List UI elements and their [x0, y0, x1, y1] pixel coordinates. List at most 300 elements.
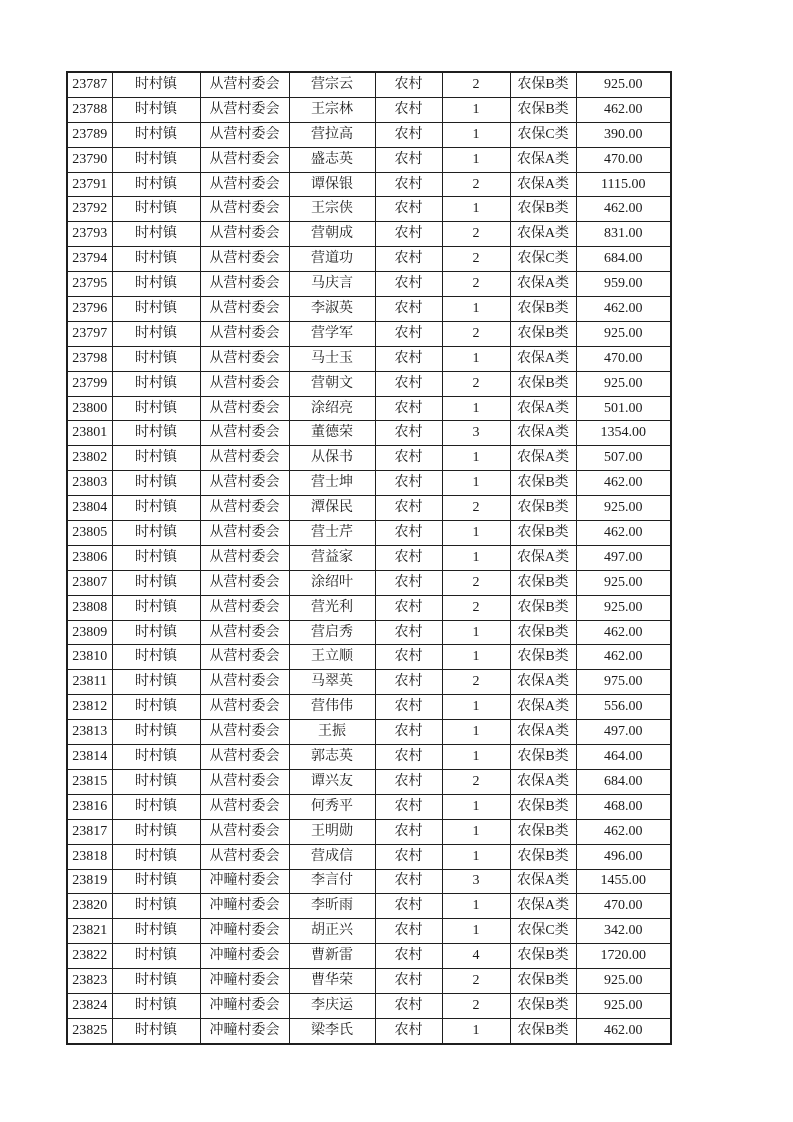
table-cell: 1720.00	[576, 944, 671, 969]
table-row	[67, 645, 671, 670]
table-row	[67, 869, 671, 894]
table-cell: 23799	[67, 371, 112, 396]
table-cell: 1354.00	[576, 421, 671, 446]
table-row	[67, 471, 671, 496]
table-cell: 冲疃村委会	[200, 1018, 289, 1043]
table-cell: 从营村委会	[200, 172, 289, 197]
table-cell: 时村镇	[112, 446, 200, 471]
table-row	[67, 695, 671, 720]
table-cell: 2	[442, 72, 510, 97]
table-cell: 营朝文	[289, 371, 375, 396]
table-cell: 时村镇	[112, 720, 200, 745]
table-cell: 1	[442, 745, 510, 770]
table-cell: 684.00	[576, 247, 671, 272]
table-cell: 营学军	[289, 321, 375, 346]
table-cell: 农村	[375, 670, 442, 695]
table-row	[67, 371, 671, 396]
table-cell: 从营村委会	[200, 545, 289, 570]
table-cell: 从营村委会	[200, 421, 289, 446]
table-cell: 农保B类	[510, 844, 576, 869]
table-cell: 1	[442, 695, 510, 720]
table-cell: 何秀平	[289, 794, 375, 819]
table-cell: 农保B类	[510, 595, 576, 620]
table-cell: 23787	[67, 72, 112, 97]
table-cell: 农保B类	[510, 745, 576, 770]
table-row	[67, 545, 671, 570]
table-cell: 营士坤	[289, 471, 375, 496]
table-cell: 23788	[67, 97, 112, 122]
table-cell: 从营村委会	[200, 794, 289, 819]
table-cell: 农村	[375, 645, 442, 670]
table-cell: 462.00	[576, 297, 671, 322]
table-cell: 556.00	[576, 695, 671, 720]
table-cell: 462.00	[576, 521, 671, 546]
table-cell: 2	[442, 321, 510, 346]
table-cell: 农村	[375, 297, 442, 322]
table-row	[67, 172, 671, 197]
table-cell: 农村	[375, 819, 442, 844]
table-cell: 农保B类	[510, 521, 576, 546]
table-cell: 冲疃村委会	[200, 969, 289, 994]
pension-records-table	[66, 71, 672, 1045]
table-cell: 农保B类	[510, 471, 576, 496]
table-cell: 农村	[375, 97, 442, 122]
table-cell: 农保B类	[510, 72, 576, 97]
table-cell: 农村	[375, 794, 442, 819]
table-cell: 1	[442, 471, 510, 496]
table-cell: 农保A类	[510, 695, 576, 720]
table-cell: 462.00	[576, 97, 671, 122]
table-cell: 农保B类	[510, 1018, 576, 1043]
table-row	[67, 944, 671, 969]
table-cell: 农保C类	[510, 247, 576, 272]
table-cell: 925.00	[576, 321, 671, 346]
table-row	[67, 844, 671, 869]
table-cell: 农保B类	[510, 645, 576, 670]
table-cell: 4	[442, 944, 510, 969]
table-cell: 23819	[67, 869, 112, 894]
table-cell: 23803	[67, 471, 112, 496]
table-cell: 农村	[375, 1018, 442, 1043]
table-cell: 1	[442, 346, 510, 371]
table-cell: 农村	[375, 321, 442, 346]
table-cell: 23825	[67, 1018, 112, 1043]
table-cell: 23802	[67, 446, 112, 471]
table-cell: 2	[442, 969, 510, 994]
table-cell: 23818	[67, 844, 112, 869]
table-row	[67, 819, 671, 844]
table-row	[67, 521, 671, 546]
table-row	[67, 72, 671, 97]
table-cell: 1	[442, 620, 510, 645]
table-cell: 470.00	[576, 346, 671, 371]
table-row	[67, 595, 671, 620]
table-cell: 从营村委会	[200, 769, 289, 794]
table-cell: 从营村委会	[200, 496, 289, 521]
table-cell: 2	[442, 172, 510, 197]
table-cell: 925.00	[576, 595, 671, 620]
table-cell: 王宗林	[289, 97, 375, 122]
table-cell: 农保A类	[510, 720, 576, 745]
table-cell: 时村镇	[112, 620, 200, 645]
table-cell: 时村镇	[112, 247, 200, 272]
table-cell: 时村镇	[112, 570, 200, 595]
table-cell: 农村	[375, 969, 442, 994]
table-row	[67, 321, 671, 346]
table-cell: 1	[442, 97, 510, 122]
table-cell: 农保B类	[510, 297, 576, 322]
table-cell: 农村	[375, 545, 442, 570]
table-cell: 时村镇	[112, 844, 200, 869]
table-cell: 农保B类	[510, 321, 576, 346]
table-cell: 23805	[67, 521, 112, 546]
table-cell: 马士玉	[289, 346, 375, 371]
table-cell: 农村	[375, 595, 442, 620]
table-cell: 农保A类	[510, 421, 576, 446]
table-cell: 2	[442, 496, 510, 521]
table-cell: 农保A类	[510, 545, 576, 570]
table-row	[67, 993, 671, 1018]
table-row	[67, 247, 671, 272]
table-cell: 农村	[375, 346, 442, 371]
table-cell: 23797	[67, 321, 112, 346]
table-cell: 时村镇	[112, 1018, 200, 1043]
table-row	[67, 147, 671, 172]
table-cell: 农保B类	[510, 496, 576, 521]
table-cell: 时村镇	[112, 222, 200, 247]
table-cell: 23813	[67, 720, 112, 745]
table-cell: 营朝成	[289, 222, 375, 247]
table-cell: 时村镇	[112, 97, 200, 122]
table-cell: 农保B类	[510, 620, 576, 645]
table-cell: 1	[442, 645, 510, 670]
table-cell: 时村镇	[112, 72, 200, 97]
table-cell: 农村	[375, 421, 442, 446]
table-cell: 营宗云	[289, 72, 375, 97]
table-row	[67, 919, 671, 944]
table-cell: 农保B类	[510, 97, 576, 122]
table-cell: 营益家	[289, 545, 375, 570]
table-cell: 农村	[375, 371, 442, 396]
table-cell: 2	[442, 272, 510, 297]
table-cell: 23815	[67, 769, 112, 794]
table-cell: 农村	[375, 396, 442, 421]
table-cell: 时村镇	[112, 769, 200, 794]
table-cell: 从营村委会	[200, 595, 289, 620]
table-cell: 23824	[67, 993, 112, 1018]
table-cell: 462.00	[576, 197, 671, 222]
table-cell: 农村	[375, 944, 442, 969]
table-cell: 470.00	[576, 894, 671, 919]
table-cell: 468.00	[576, 794, 671, 819]
table-cell: 农村	[375, 745, 442, 770]
table-cell: 农保B类	[510, 993, 576, 1018]
table-cell: 冲疃村委会	[200, 894, 289, 919]
table-cell: 马翠英	[289, 670, 375, 695]
table-row	[67, 670, 671, 695]
table-cell: 从营村委会	[200, 446, 289, 471]
table-cell: 时村镇	[112, 346, 200, 371]
table-row	[67, 1018, 671, 1043]
table-cell: 胡正兴	[289, 919, 375, 944]
table-cell: 王明勋	[289, 819, 375, 844]
table-cell: 农村	[375, 844, 442, 869]
table-cell: 冲疃村委会	[200, 993, 289, 1018]
table-cell: 23789	[67, 122, 112, 147]
table-cell: 1	[442, 1018, 510, 1043]
table-cell: 从营村委会	[200, 645, 289, 670]
table-cell: 曹新雷	[289, 944, 375, 969]
table-cell: 时村镇	[112, 969, 200, 994]
table-cell: 462.00	[576, 819, 671, 844]
table-cell: 23804	[67, 496, 112, 521]
table-cell: 潭保民	[289, 496, 375, 521]
table-cell: 农村	[375, 769, 442, 794]
table-cell: 农村	[375, 570, 442, 595]
table-cell: 从营村委会	[200, 272, 289, 297]
table-cell: 时村镇	[112, 396, 200, 421]
table-row	[67, 894, 671, 919]
table-row	[67, 496, 671, 521]
table-cell: 501.00	[576, 396, 671, 421]
table-cell: 2	[442, 769, 510, 794]
table-cell: 时村镇	[112, 919, 200, 944]
table-cell: 23822	[67, 944, 112, 969]
table-cell: 470.00	[576, 147, 671, 172]
table-cell: 农村	[375, 72, 442, 97]
table-cell: 农保B类	[510, 969, 576, 994]
table-cell: 时村镇	[112, 471, 200, 496]
table-cell: 从营村委会	[200, 122, 289, 147]
table-cell: 23793	[67, 222, 112, 247]
table-cell: 农村	[375, 695, 442, 720]
table-cell: 925.00	[576, 72, 671, 97]
table-cell: 从营村委会	[200, 297, 289, 322]
table-row	[67, 297, 671, 322]
table-cell: 谭兴友	[289, 769, 375, 794]
table-cell: 农村	[375, 147, 442, 172]
table-cell: 23790	[67, 147, 112, 172]
table-cell: 464.00	[576, 745, 671, 770]
table-row	[67, 396, 671, 421]
table-cell: 497.00	[576, 545, 671, 570]
table-cell: 975.00	[576, 670, 671, 695]
table-cell: 从营村委会	[200, 670, 289, 695]
table-cell: 时村镇	[112, 521, 200, 546]
table-cell: 684.00	[576, 769, 671, 794]
table-cell: 3	[442, 421, 510, 446]
table-cell: 李言付	[289, 869, 375, 894]
table-cell: 盛志英	[289, 147, 375, 172]
table-cell: 925.00	[576, 496, 671, 521]
table-cell: 23811	[67, 670, 112, 695]
table-cell: 1	[442, 521, 510, 546]
table-cell: 从营村委会	[200, 147, 289, 172]
table-cell: 时村镇	[112, 545, 200, 570]
table-cell: 2	[442, 670, 510, 695]
table-cell: 农保A类	[510, 222, 576, 247]
table-cell: 农保B类	[510, 944, 576, 969]
table-row	[67, 346, 671, 371]
table-row	[67, 222, 671, 247]
table-cell: 从营村委会	[200, 570, 289, 595]
table-body	[67, 72, 671, 1044]
table-cell: 农保A类	[510, 446, 576, 471]
table-cell: 农村	[375, 247, 442, 272]
table-cell: 时村镇	[112, 147, 200, 172]
table-cell: 农保A类	[510, 172, 576, 197]
table-cell: 农保B类	[510, 794, 576, 819]
table-cell: 农保A类	[510, 147, 576, 172]
table-cell: 农保A类	[510, 670, 576, 695]
table-cell: 23823	[67, 969, 112, 994]
table-cell: 时村镇	[112, 993, 200, 1018]
table-cell: 谭保银	[289, 172, 375, 197]
table-cell: 462.00	[576, 1018, 671, 1043]
table-cell: 时村镇	[112, 944, 200, 969]
table-cell: 1	[442, 844, 510, 869]
table-cell: 农保B类	[510, 197, 576, 222]
table-cell: 农村	[375, 272, 442, 297]
table-cell: 从营村委会	[200, 471, 289, 496]
table-cell: 农村	[375, 869, 442, 894]
table-cell: 时村镇	[112, 595, 200, 620]
table-cell: 从营村委会	[200, 97, 289, 122]
table-cell: 925.00	[576, 993, 671, 1018]
table-cell: 李淑英	[289, 297, 375, 322]
table-cell: 959.00	[576, 272, 671, 297]
table-cell: 1	[442, 545, 510, 570]
table-cell: 时村镇	[112, 371, 200, 396]
table-cell: 1	[442, 794, 510, 819]
table-cell: 农保C类	[510, 919, 576, 944]
table-cell: 王宗侠	[289, 197, 375, 222]
table-cell: 1	[442, 122, 510, 147]
table-cell: 从营村委会	[200, 72, 289, 97]
table-row	[67, 197, 671, 222]
table-cell: 时村镇	[112, 172, 200, 197]
table-cell: 时村镇	[112, 297, 200, 322]
table-cell: 时村镇	[112, 794, 200, 819]
table-cell: 从营村委会	[200, 819, 289, 844]
table-cell: 时村镇	[112, 645, 200, 670]
table-cell: 23807	[67, 570, 112, 595]
table-cell: 农村	[375, 894, 442, 919]
table-cell: 1	[442, 894, 510, 919]
table-cell: 23812	[67, 695, 112, 720]
table-row	[67, 620, 671, 645]
table-cell: 23794	[67, 247, 112, 272]
table-cell: 农保B类	[510, 570, 576, 595]
table-row	[67, 122, 671, 147]
table-cell: 342.00	[576, 919, 671, 944]
table-cell: 3	[442, 869, 510, 894]
table-cell: 1115.00	[576, 172, 671, 197]
table-row	[67, 570, 671, 595]
table-cell: 时村镇	[112, 421, 200, 446]
table-cell: 曹华荣	[289, 969, 375, 994]
table-cell: 冲疃村委会	[200, 944, 289, 969]
table-cell: 23817	[67, 819, 112, 844]
table-cell: 营伟伟	[289, 695, 375, 720]
table-cell: 农保C类	[510, 122, 576, 147]
table-cell: 从营村委会	[200, 844, 289, 869]
table-cell: 从营村委会	[200, 197, 289, 222]
table-cell: 农村	[375, 122, 442, 147]
table-row	[67, 745, 671, 770]
table-cell: 23801	[67, 421, 112, 446]
table-cell: 从营村委会	[200, 346, 289, 371]
table-cell: 23809	[67, 620, 112, 645]
table-cell: 农保A类	[510, 894, 576, 919]
table-cell: 23795	[67, 272, 112, 297]
table-cell: 925.00	[576, 969, 671, 994]
table-cell: 马庆言	[289, 272, 375, 297]
table-cell: 2	[442, 222, 510, 247]
table-cell: 390.00	[576, 122, 671, 147]
table-cell: 王振	[289, 720, 375, 745]
table-row	[67, 446, 671, 471]
table-cell: 董德荣	[289, 421, 375, 446]
table-cell: 王立顺	[289, 645, 375, 670]
table-cell: 农保B类	[510, 819, 576, 844]
table-row	[67, 720, 671, 745]
table-cell: 23820	[67, 894, 112, 919]
table-cell: 1	[442, 197, 510, 222]
table-cell: 从营村委会	[200, 521, 289, 546]
table-cell: 时村镇	[112, 321, 200, 346]
table-cell: 时村镇	[112, 695, 200, 720]
table-cell: 2	[442, 371, 510, 396]
table-cell: 496.00	[576, 844, 671, 869]
table-cell: 涂绍亮	[289, 396, 375, 421]
table-cell: 1	[442, 147, 510, 172]
table-cell: 农保A类	[510, 769, 576, 794]
table-cell: 831.00	[576, 222, 671, 247]
table-cell: 23810	[67, 645, 112, 670]
table-cell: 时村镇	[112, 496, 200, 521]
table-cell: 462.00	[576, 645, 671, 670]
table-cell: 农村	[375, 446, 442, 471]
table-cell: 23821	[67, 919, 112, 944]
table-cell: 营成信	[289, 844, 375, 869]
table-cell: 营拉高	[289, 122, 375, 147]
table-cell: 925.00	[576, 570, 671, 595]
table-cell: 2	[442, 247, 510, 272]
table-cell: 农保A类	[510, 396, 576, 421]
table-row	[67, 969, 671, 994]
table-cell: 从营村委会	[200, 371, 289, 396]
table-cell: 从营村委会	[200, 396, 289, 421]
table-cell: 23796	[67, 297, 112, 322]
table-cell: 507.00	[576, 446, 671, 471]
table-cell: 时村镇	[112, 745, 200, 770]
table-cell: 从营村委会	[200, 222, 289, 247]
table-cell: 从营村委会	[200, 720, 289, 745]
table-row	[67, 421, 671, 446]
table-cell: 农保A类	[510, 346, 576, 371]
table-cell: 时村镇	[112, 670, 200, 695]
table-cell: 农村	[375, 620, 442, 645]
table-cell: 925.00	[576, 371, 671, 396]
table-cell: 1	[442, 720, 510, 745]
table-cell: 1	[442, 819, 510, 844]
table-cell: 营启秀	[289, 620, 375, 645]
table-cell: 23816	[67, 794, 112, 819]
table-cell: 时村镇	[112, 197, 200, 222]
table-cell: 2	[442, 595, 510, 620]
table-cell: 梁李氏	[289, 1018, 375, 1043]
